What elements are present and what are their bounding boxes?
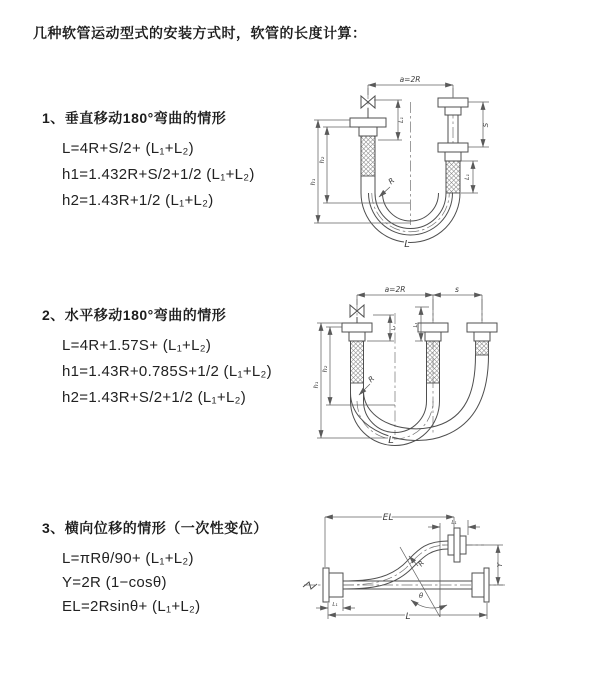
diagram-vertical-180-bend [309,70,600,252]
flange [425,332,441,341]
section-3-heading: 3、横向位移的情形（一次性变位） [42,520,268,536]
page-title: 几种软管运动型式的安装方式时，软管的长度计算： [33,25,367,41]
section-2-formula-L: L=4R+1.57S+ (L₁+L₂) [62,337,212,354]
section-1-formula-h1: h1=1.432R+S/2+1/2 (L₁+L₂) [62,166,255,183]
flange [359,127,377,136]
section-2-heading: 2、水平移动180°弯曲的情形 [42,307,227,323]
section-3-formula-EL: EL=2Rsinθ+ (L₁+L₂) [62,598,201,615]
flange [467,323,497,332]
flange [350,118,386,127]
d3-dimensions [316,513,504,622]
flange [418,323,448,332]
section-2-formula-h2: h2=1.43R+S/2+1/2 (L₁+L₂) [62,389,247,406]
hose-braid [446,161,460,193]
d2-label-l1-left: L₁ [391,325,397,331]
flange [474,332,490,341]
d2-label-s: s [455,285,459,294]
d1-label-l1-right: L₁ [464,174,471,180]
hose-braid [361,136,375,176]
pipe-break-symbol [303,582,317,589]
d1-hose-drawing [350,96,468,243]
flange [323,568,329,602]
flange [329,573,343,597]
d1-label-a2r: a=2R [399,75,421,84]
diagram-lateral-displacement [300,505,598,673]
hose-braid [351,341,364,383]
section-1-formula-L: L=4R+S/2+ (L₁+L₂) [62,140,194,157]
flange [454,528,460,562]
d1-label-h2: h₂ [318,156,326,164]
d3-label-theta: θ [418,592,424,600]
d1-label-r: R [386,175,397,187]
d3-label-el: EL [382,513,394,523]
d2-centerlines [357,299,482,439]
d2-label-h1: h₁ [312,381,320,389]
hose-s-curve-centerline [343,545,448,585]
section-1-heading: 1、垂直移动180°弯曲的情形 [42,110,227,126]
d2-label-l1-mid: L₁ [413,322,419,328]
hose-s-curve [343,549,448,589]
d3-label-total-length: L [405,612,411,622]
d1-label-h1: h₁ [309,178,317,186]
flange [438,143,468,152]
flange [342,323,372,332]
flange [445,107,461,115]
d1-label-total-length: L [404,239,410,250]
section-1-formula-h2: h2=1.43R+1/2 (L₁+L₂) [62,192,214,209]
flange [460,536,466,554]
d3-hose-drawing [323,528,489,602]
d2-dimensions [312,285,482,446]
hose-bend-wide [351,355,489,441]
section-3-formula-L: L=πRθ/90+ (L₁+L₂) [62,550,194,567]
flange [472,573,484,597]
flange [349,332,365,341]
diagram-horizontal-180-bend [313,283,600,460]
d3-label-y: Y [496,562,504,568]
flange [438,98,468,107]
d1-label-l1-left: L₁ [398,117,405,123]
flange [445,152,461,161]
hose-bend-wide [364,355,476,429]
section-3-formula-Y: Y=2R (1−cosθ) [62,574,167,591]
d2-label-a2r: a=2R [384,285,406,294]
flange [448,535,454,555]
d2-label-r: R [366,374,377,385]
d3-label-l1-top: L₁ [451,520,457,526]
d3-label-r: R [416,559,427,569]
section-2-formula-h1: h1=1.43R+0.785S+1/2 (L₁+L₂) [62,363,272,380]
flange [484,568,489,602]
d1-centerlines [368,88,453,232]
d2-label-total-length: L [388,435,394,446]
d3-construction [400,523,447,617]
hose-braid [476,341,489,355]
d2-label-h2: h₂ [321,365,329,373]
hose-braid [427,341,440,383]
d1-label-s: S [482,122,490,128]
d3-label-l1-bottom: L₁ [332,602,338,608]
